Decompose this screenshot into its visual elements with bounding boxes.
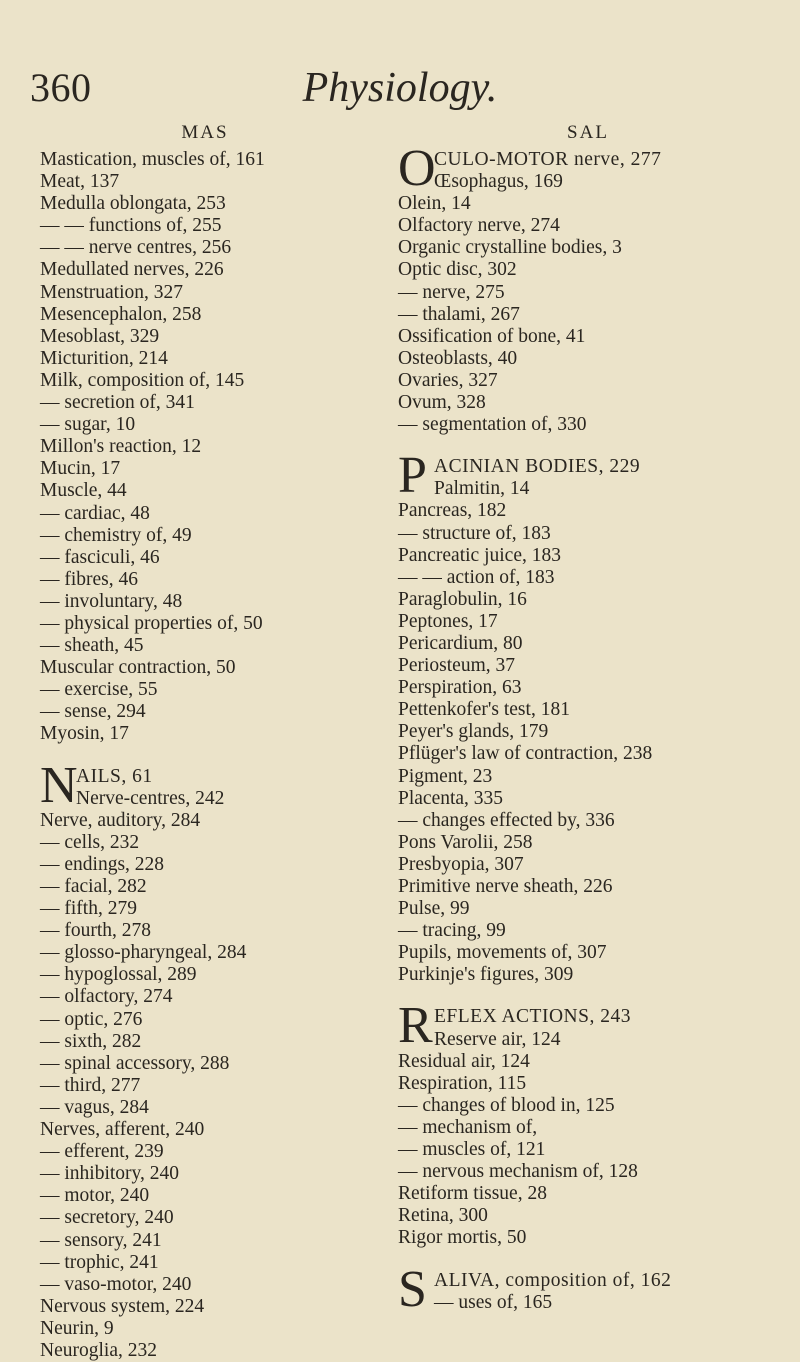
section-first-entry	[398, 1260, 778, 1318]
index-entry: — vagus, 284	[40, 1096, 149, 1118]
index-entry: — glosso-pharyngeal, 284	[40, 942, 247, 964]
index-entry: Pulse, 99	[398, 898, 470, 920]
index-entry: Œsophagus, 169	[434, 171, 563, 193]
index-entry: — fifth, 279	[40, 898, 137, 920]
index-entry: — exercise, 55	[40, 679, 158, 701]
section-first-entry	[398, 140, 778, 197]
index-entry: ACINIAN BODIES, 229	[434, 456, 641, 478]
index-entry: — mechanism of,	[398, 1116, 538, 1138]
drop-cap: N	[40, 756, 78, 814]
index-entry: — secretion of, 341	[40, 392, 195, 414]
index-entry: Milk, composition of, 145	[40, 369, 245, 391]
index-entry: Muscle, 44	[40, 480, 127, 502]
index-entry: — sixth, 282	[40, 1030, 142, 1052]
index-entry: Optic disc, 302	[398, 259, 517, 281]
index-entry: — — functions of, 255	[40, 215, 222, 237]
index-entry: — endings, 228	[40, 853, 165, 875]
index-entry: Medullated nerves, 226	[40, 259, 224, 281]
index-entry: — physical properties of, 50	[40, 612, 263, 634]
section-n	[40, 756, 370, 1362]
index-entry: Peyer's glands, 179	[398, 721, 549, 743]
column-heading: SAL	[567, 122, 609, 143]
index-entry: — — action of, 183	[398, 566, 555, 588]
section-m	[40, 149, 370, 746]
index-entry: — cardiac, 48	[40, 502, 150, 524]
index-entry: — uses of, 165	[434, 1291, 553, 1313]
index-entry: Medulla oblongata, 253	[40, 193, 226, 215]
index-entry: — — nerve centres, 256	[40, 237, 232, 259]
index-entry: Nerve-centres, 242	[76, 787, 225, 809]
index-entry: Olein, 14	[398, 193, 471, 215]
index-entry: — optic, 276	[40, 1008, 143, 1030]
index-entry: Placenta, 335	[398, 787, 504, 809]
index-entry: Pupils, movements of, 307	[398, 942, 607, 964]
index-entry: — hypoglossal, 289	[40, 964, 197, 986]
index-entry: — facial, 282	[40, 876, 147, 897]
section-first-entry	[398, 447, 778, 505]
index-entry: — nervous mechanism of, 128	[398, 1161, 638, 1183]
section-r	[398, 997, 778, 1249]
index-column-right	[398, 122, 778, 1318]
index-entry: — olfactory, 274	[40, 986, 173, 1008]
index-entry: Rigor mortis, 50	[398, 1227, 527, 1249]
index-entry: Peptones, 17	[398, 610, 498, 632]
index-entry: — efferent, 239	[40, 1141, 164, 1163]
index-entry: Pigment, 23	[398, 765, 493, 787]
index-entry: Respiration, 115	[398, 1072, 527, 1094]
index-entry: Nervous system, 224	[40, 1295, 205, 1317]
index-entry: — trophic, 241	[40, 1251, 159, 1273]
index-entry: Mesencephalon, 258	[40, 303, 202, 325]
section-p	[398, 447, 778, 986]
index-entry: Pericardium, 80	[398, 632, 523, 654]
index-column-left	[40, 122, 370, 1362]
drop-cap: O	[398, 140, 436, 197]
index-entry: — fibres, 46	[40, 568, 139, 590]
index-entry: — sugar, 10	[40, 414, 136, 436]
column-heading: MAS	[181, 122, 229, 143]
drop-cap: S	[398, 1260, 427, 1318]
index-entry: — fasciculi, 46	[40, 546, 160, 568]
index-entry: ALIVA, composition of, 162	[434, 1269, 672, 1291]
index-entry: Micturition, 214	[40, 347, 168, 369]
running-title: Physiology.	[302, 65, 498, 111]
index-entry: — cells, 232	[40, 831, 140, 853]
index-entry: — motor, 240	[40, 1185, 150, 1207]
index-entry: Pancreatic juice, 183	[398, 544, 561, 566]
index-entry: — muscles of, 121	[398, 1139, 546, 1161]
index-entry: CULO-MOTOR nerve, 277	[434, 149, 662, 170]
drop-cap: R	[398, 997, 433, 1055]
index-entry: — tracing, 99	[398, 920, 506, 942]
index-entry: Pons Varolii, 258	[398, 831, 533, 853]
index-entry: Primitive nerve sheath, 226	[398, 876, 613, 897]
index-entry: Olfactory nerve, 274	[398, 215, 560, 237]
index-entry: Neurin, 9	[40, 1317, 114, 1339]
index-entry: — third, 277	[40, 1074, 141, 1096]
index-entry: Purkinje's figures, 309	[398, 964, 574, 986]
index-entry: Reserve air, 124	[434, 1028, 561, 1050]
index-entry: Mucin, 17	[40, 458, 121, 480]
index-entry: — inhibitory, 240	[40, 1163, 180, 1185]
index-entry: — sense, 294	[40, 701, 146, 723]
index-entry: Neuroglia, 232	[40, 1339, 157, 1361]
section-first-entry	[398, 997, 778, 1055]
index-entry: — involuntary, 48	[40, 590, 183, 612]
section-first-entry	[40, 756, 370, 814]
index-entry: Retina, 300	[398, 1205, 488, 1227]
index-entry: — structure of, 183	[398, 522, 551, 544]
index-entry: — nerve, 275	[398, 281, 505, 303]
index-entry: Ovaries, 327	[398, 369, 498, 391]
index-entry: Osteoblasts, 40	[398, 347, 518, 369]
index-entry: Nerves, afferent, 240	[40, 1119, 205, 1141]
index-entry: Meat, 137	[40, 171, 120, 193]
index-entry: — spinal accessory, 288	[40, 1052, 230, 1074]
index-entry: — segmentation of, 330	[398, 414, 587, 436]
index-entry: Pflüger's law of contraction, 238	[398, 743, 653, 765]
section-o	[398, 140, 778, 436]
index-entry: Pettenkofer's test, 181	[398, 699, 570, 721]
index-entry: Pancreas, 182	[398, 500, 507, 522]
index-entry: Menstruation, 327	[40, 281, 183, 303]
index-entry: Retiform tissue, 28	[398, 1183, 547, 1205]
index-entry: Paraglobulin, 16	[398, 588, 527, 610]
index-entry: Periosteum, 37	[398, 655, 515, 677]
index-entry: Presbyopia, 307	[398, 853, 524, 875]
index-entry: Perspiration, 63	[398, 677, 522, 699]
index-entry: AILS, 61	[76, 765, 153, 787]
index-entry: Organic crystalline bodies, 3	[398, 237, 622, 259]
index-entry: Muscular contraction, 50	[40, 657, 236, 679]
page-number: 360	[30, 65, 92, 110]
index-entry: Residual air, 124	[398, 1050, 530, 1072]
running-head	[0, 44, 800, 114]
index-entry: — changes of blood in, 125	[398, 1094, 615, 1116]
index-entry: Ovum, 328	[398, 392, 486, 414]
index-entry: Ossification of bone, 41	[398, 325, 586, 347]
index-entry: — sensory, 241	[40, 1229, 162, 1251]
index-entry: Mastication, muscles of, 161	[40, 149, 265, 170]
index-entry: Mesoblast, 329	[40, 325, 160, 347]
index-entry: — vaso-motor, 240	[40, 1273, 192, 1295]
index-entry: — chemistry of, 49	[40, 524, 192, 546]
index-entry: Nerve, auditory, 284	[40, 809, 201, 831]
index-entry: Myosin, 17	[40, 723, 129, 745]
entry-list	[398, 193, 778, 436]
entry-list	[398, 1051, 778, 1250]
entry-list	[40, 810, 370, 1362]
index-entry: — fourth, 278	[40, 920, 152, 942]
index-entry: Millon's reaction, 12	[40, 436, 202, 458]
entry-list	[398, 500, 778, 986]
index-entry: — secretory, 240	[40, 1207, 174, 1229]
index-entry: — changes effected by, 336	[398, 809, 615, 831]
drop-cap: P	[398, 447, 427, 505]
index-entry: — sheath, 45	[40, 635, 144, 657]
section-s	[398, 1260, 778, 1318]
index-entry: EFLEX ACTIONS, 243	[434, 1006, 631, 1028]
index-entry: — thalami, 267	[398, 303, 520, 325]
index-entry: Palmitin, 14	[434, 478, 530, 500]
